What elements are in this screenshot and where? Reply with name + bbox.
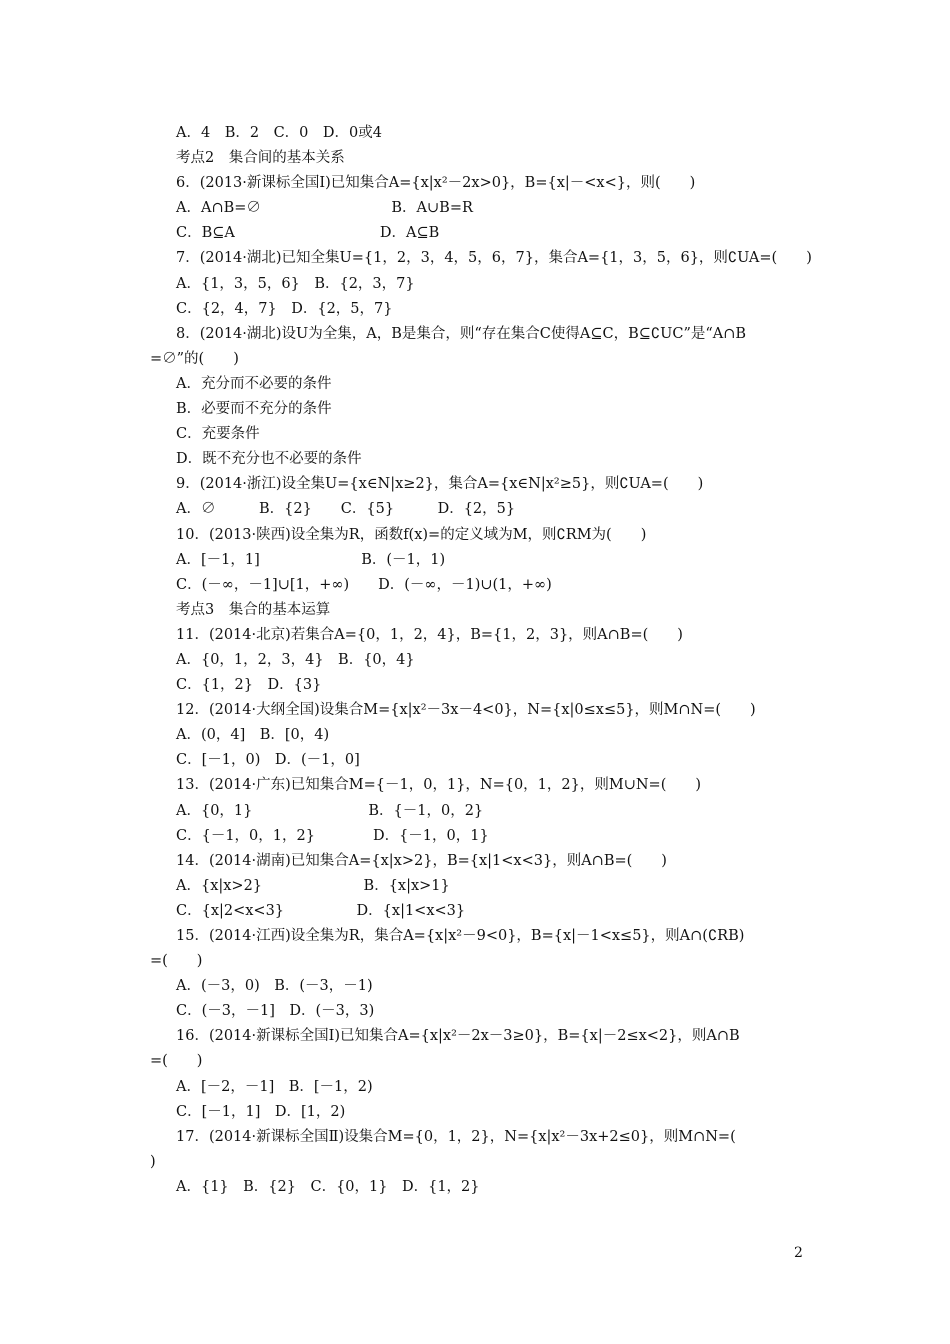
text-line: C．{x|2<x<3} D．{x|1<x<3} xyxy=(176,902,466,919)
question-list xyxy=(150,121,810,1200)
text-line: A．充分而不必要的条件 xyxy=(176,375,332,392)
text-line: A．{1} B．{2} C．{0，1} D．{1，2} xyxy=(176,1178,480,1195)
text-line: A．{x|x>2} B．{x|x>1} xyxy=(176,877,450,894)
text-line: 13．(2014·广东)已知集合M={－1，0，1}，N={0，1，2}，则M∪N=( ) xyxy=(176,777,702,794)
text-line: A．{0，1，2，3，4} B．{0，4} xyxy=(176,651,415,668)
text-line: D．既不充分也不必要的条件 xyxy=(176,451,362,468)
text-line: 6．(2013·新课标全国Ⅰ)已知集合A={x|x²－2x>0}，B={x|－<x<}，则( ) xyxy=(176,175,696,192)
text-line: C．充要条件 xyxy=(176,426,260,443)
text-line: =( ) xyxy=(150,953,203,970)
text-line: 8．(2014·湖北)设U为全集，A，B是集合，则“存在集合C使得A⊆C，B⊆∁UC”是“A∩B xyxy=(176,325,747,342)
text-line: C．{1，2} D．{3} xyxy=(176,677,322,694)
text-line: 7．(2014·湖北)已知全集U={1，2，3，4，5，6，7}，集合A={1，3，5，6}，则∁UA=( ) xyxy=(176,250,812,267)
text-line: A．[－1，1] B．(－1，1) xyxy=(176,551,446,568)
text-line: 17．(2014·新课标全国Ⅱ)设集合M={0，1，2}，N={x|x²－3x+2≤0}，则M∩N=( xyxy=(176,1128,736,1145)
text-line: A．A∩B=∅ B．A∪B=R xyxy=(176,200,473,217)
text-line: A．[－2，－1] B．[－1，2) xyxy=(176,1078,373,1095)
text-line: C．[－1，0) D．(－1，0] xyxy=(176,752,360,769)
text-line: C．{2，4，7} D．{2，5，7} xyxy=(176,300,393,317)
text-line: 11．(2014·北京)若集合A={0，1，2，4}，B={1，2，3}，则A∩B=( ) xyxy=(176,626,683,643)
text-line: C．[－1，1] D．[1，2) xyxy=(176,1103,346,1120)
text-line: 考点3 集合的基本运算 xyxy=(176,601,331,618)
text-line: A．{0，1} B．{－1，0，2} xyxy=(176,802,484,819)
text-line: ) xyxy=(150,1153,156,1170)
text-line: B．必要而不充分的条件 xyxy=(176,401,332,418)
text-line: A．4 B．2 C．0 D．0或4 xyxy=(176,125,382,141)
text-line: A．{1，3，5，6} B．{2，3，7} xyxy=(176,275,415,292)
text-line: A．(－3，0) B．(－3，－1) xyxy=(176,978,373,995)
text-line: 16．(2014·新课标全国Ⅰ)已知集合A={x|x²－2x－3≥0}，B={x|－2≤x<2}，则A∩B xyxy=(176,1028,740,1045)
text-line: C．(－∞，－1]∪[1，+∞) D．(－∞，－1)∪(1，+∞) xyxy=(176,576,552,593)
text-line: A．∅ B．{2} C．{5} D．{2，5} xyxy=(176,501,516,518)
text-line: C．{－1，0，1，2} D．{－1，0，1} xyxy=(176,827,489,844)
text-line: 12．(2014·大纲全国)设集合M={x|x²－3x－4<0}，N={x|0≤x≤5}，则M∩N=( ) xyxy=(176,702,756,719)
text-line: 15．(2014·江西)设全集为R，集合A={x|x²－9<0}，B={x|－1<x≤5}，则A∩(∁RB) xyxy=(176,928,745,944)
text-line: 9．(2014·浙江)设全集U={x∈N|x≥2}，集合A={x∈N|x²≥5}，则∁UA=( ) xyxy=(176,476,704,493)
text-line: A．(0，4] B．[0，4) xyxy=(176,727,330,744)
text-line: C．B⊆A D．A⊆B xyxy=(176,225,440,242)
text-line: 10．(2013·陕西)设全集为R，函数f(x)=的定义域为M，则∁RM为( ) xyxy=(176,526,647,543)
text-line: 14．(2014·湖南)已知集合A={x|x>2}，B={x|1<x<3}，则A∩B=( ) xyxy=(176,852,667,869)
text-line: 考点2 集合间的基本关系 xyxy=(176,150,345,167)
page-number: 2 xyxy=(794,1245,803,1261)
text-line: =( ) xyxy=(150,1053,203,1070)
text-line: C．(－3，－1] D．(－3，3) xyxy=(176,1003,375,1020)
text-line: =∅”的( ) xyxy=(150,350,239,367)
